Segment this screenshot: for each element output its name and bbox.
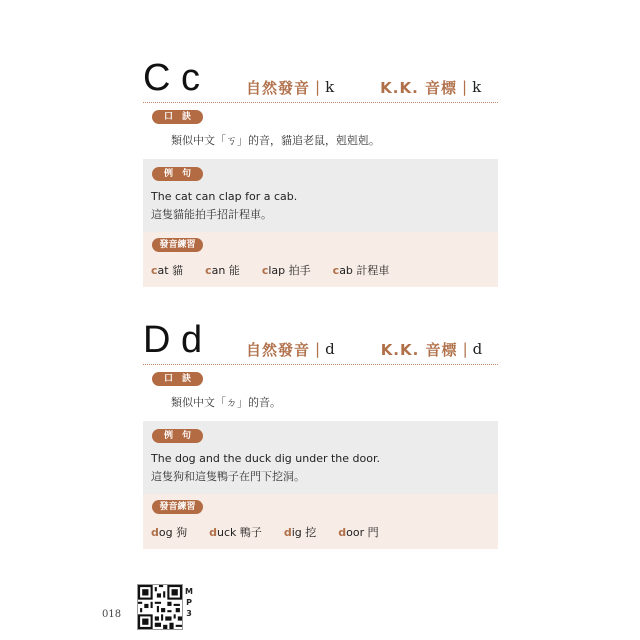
kk-label: K.K. 音標 [380,78,458,97]
practice-word: door 門 [338,526,379,539]
phonics-heading [246,338,498,360]
letter-title: C c [143,57,200,99]
practice-word: dog 狗 [151,526,188,539]
practice-word: clap 拍手 [261,264,311,277]
page-number: 018 [102,609,122,620]
practice-box [143,494,498,549]
practice-word: duck 鴨子 [209,526,262,539]
practice-word-list [151,262,411,278]
mnemonic-text: 類似中文「ㄉ」的音。 [171,396,281,409]
phonics-heading [246,76,498,98]
practice-badge: 發音練習 [152,500,203,514]
qr-code-icon[interactable] [137,584,183,630]
example-sentence-en: The cat can clap for a cab. [151,190,298,203]
natural-phonics-label: 自然發音 [246,78,311,97]
kk-value: d [472,340,483,358]
example-box [143,159,498,232]
practice-word: cat 貓 [151,264,184,277]
mnemonic-text: 類似中文「ㄎ」的音，貓追老鼠，剋剋剋。 [171,134,380,147]
separator: | [315,78,321,96]
example-box [143,421,498,494]
letter-title: D d [143,319,203,361]
kk-value: k [472,78,482,96]
mnemonic-badge: 口 訣 [152,110,203,124]
practice-word: dig 挖 [283,526,317,539]
example-sentence-en: The dog and the duck dig under the door. [151,452,380,465]
mp3-label: M P 3 [185,587,193,618]
example-sentence-zh: 這隻貓能拍手招計程車。 [151,208,272,221]
separator: | [315,340,321,358]
practice-word: can 能 [205,264,240,277]
practice-word: cab 計程車 [332,264,390,277]
natural-phonics-value: k [325,78,335,96]
kk-label: K.K. 音標 [380,340,458,359]
separator: | [462,340,468,358]
example-sentence-zh: 這隻狗和這隻鴨子在門下挖洞。 [151,470,305,483]
section-letter-c [143,58,498,288]
example-badge: 例 句 [152,167,203,181]
natural-phonics-label: 自然發音 [246,340,311,359]
dotted-divider [143,364,498,365]
separator: | [462,78,468,96]
section-letter-d [143,320,498,550]
natural-phonics-value: d [325,340,335,358]
practice-badge: 發音練習 [152,238,203,252]
dotted-divider [143,102,498,103]
practice-word-list [151,524,401,540]
example-badge: 例 句 [152,429,203,443]
practice-box [143,232,498,287]
mnemonic-badge: 口 訣 [152,372,203,386]
